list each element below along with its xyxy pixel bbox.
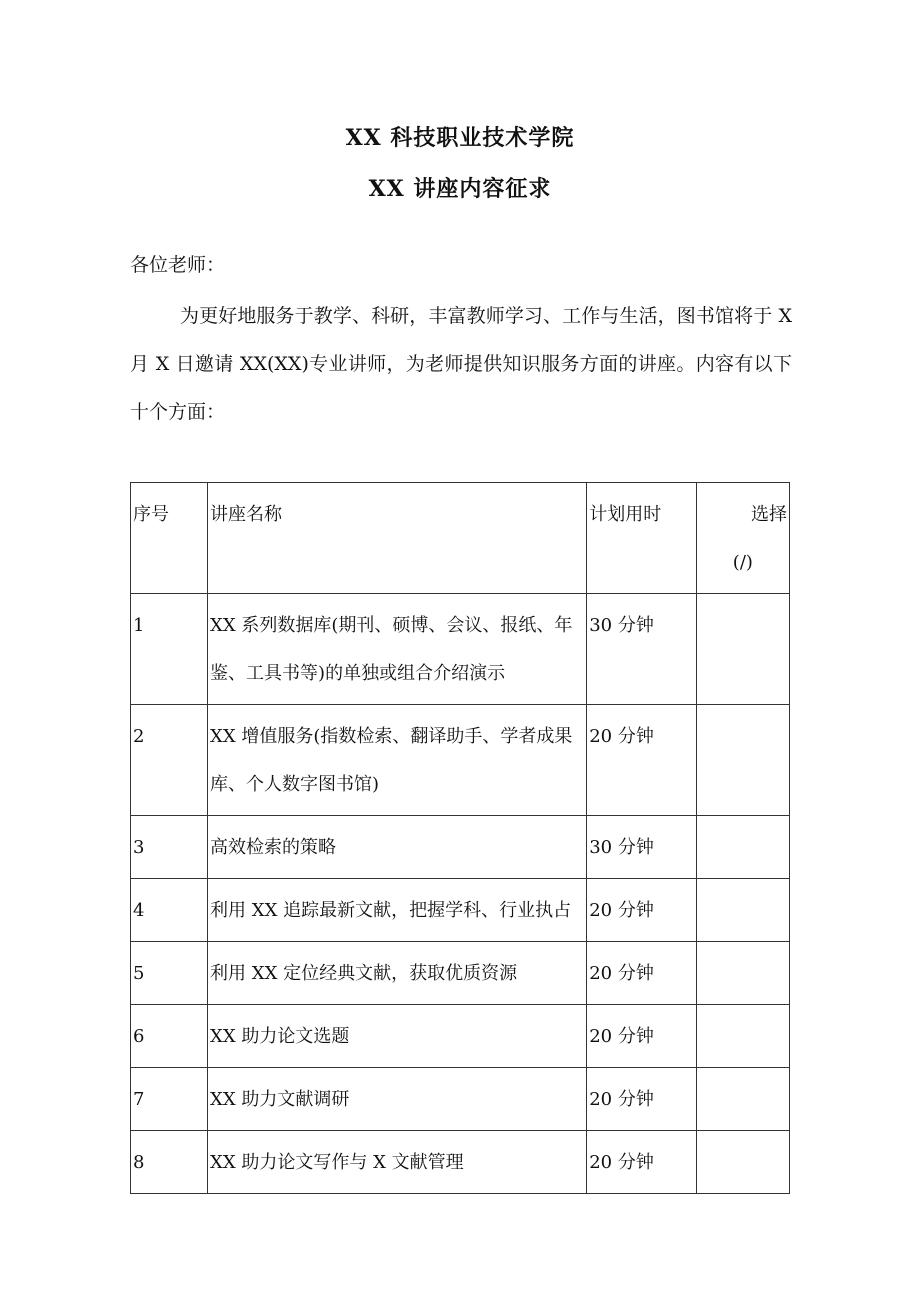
select-cell[interactable] xyxy=(696,1005,789,1068)
institution-title: XX 科技职业技术学院 xyxy=(345,125,575,151)
lecture-name: XX 系列数据库(期刊、硕博、会议、报纸、年鉴、工具书等)的单独或组合介绍演示 xyxy=(208,594,587,705)
lecture-table xyxy=(130,482,790,1194)
intro-paragraph: 为更好地服务于教学、科研，丰富教师学习、工作与生活，图书馆将于 X 月 X 日邀请 XX(XX)专业讲师，为老师提供知识服务方面的讲座。内容有以下十个方面： xyxy=(130,305,792,423)
select-cell[interactable] xyxy=(696,879,789,942)
row-number: 8 xyxy=(131,1131,208,1194)
lecture-duration: 20 分钟 xyxy=(587,1005,696,1068)
select-cell[interactable] xyxy=(696,705,789,816)
header-select-label: 选择 xyxy=(751,504,787,525)
lecture-name: 利用 XX 追踪最新文献，把握学科、行业执占 xyxy=(208,879,587,942)
select-cell[interactable] xyxy=(696,942,789,1005)
table-row xyxy=(131,594,790,705)
header-select-mark: (/) xyxy=(732,552,753,573)
header-cell-time: 计划用时 xyxy=(587,483,696,594)
lecture-name: XX 助力论文写作与 X 文献管理 xyxy=(208,1131,587,1194)
lecture-duration: 20 分钟 xyxy=(587,705,696,816)
table-row xyxy=(131,879,790,942)
lecture-duration: 30 分钟 xyxy=(587,594,696,705)
lecture-duration: 30 分钟 xyxy=(587,816,696,879)
header-cell-select xyxy=(696,483,789,594)
row-number: 2 xyxy=(131,705,208,816)
lecture-name: XX 增值服务(指数检索、翻译助手、学者成果库、个人数字图书馆) xyxy=(208,705,587,816)
table-row xyxy=(131,1131,790,1194)
row-number: 5 xyxy=(131,942,208,1005)
header-cell-name: 讲座名称 xyxy=(208,483,587,594)
row-number: 7 xyxy=(131,1068,208,1131)
select-cell[interactable] xyxy=(696,1131,789,1194)
lecture-duration: 20 分钟 xyxy=(587,1068,696,1131)
table-row xyxy=(131,1068,790,1131)
table-header-row xyxy=(131,483,790,594)
select-cell[interactable] xyxy=(696,594,789,705)
lecture-name: 高效检索的策略 xyxy=(208,816,587,879)
lecture-duration: 20 分钟 xyxy=(587,879,696,942)
table-row xyxy=(131,942,790,1005)
select-cell[interactable] xyxy=(696,1068,789,1131)
lecture-duration: 20 分钟 xyxy=(587,1131,696,1194)
row-number: 4 xyxy=(131,879,208,942)
header-cell-no: 序号 xyxy=(131,483,208,594)
salutation: 各位老师： xyxy=(130,254,226,276)
table-row xyxy=(131,1005,790,1068)
lecture-name: XX 助力文献调研 xyxy=(208,1068,587,1131)
lecture-duration: 20 分钟 xyxy=(587,942,696,1005)
lecture-name: 利用 XX 定位经典文献，获取优质资源 xyxy=(208,942,587,1005)
table-row xyxy=(131,705,790,816)
row-number: 6 xyxy=(131,1005,208,1068)
select-cell[interactable] xyxy=(696,816,789,879)
table-row xyxy=(131,816,790,879)
document-title: XX 讲座内容征求 xyxy=(368,176,552,202)
row-number: 3 xyxy=(131,816,208,879)
row-number: 1 xyxy=(131,594,208,705)
lecture-name: XX 助力论文选题 xyxy=(208,1005,587,1068)
